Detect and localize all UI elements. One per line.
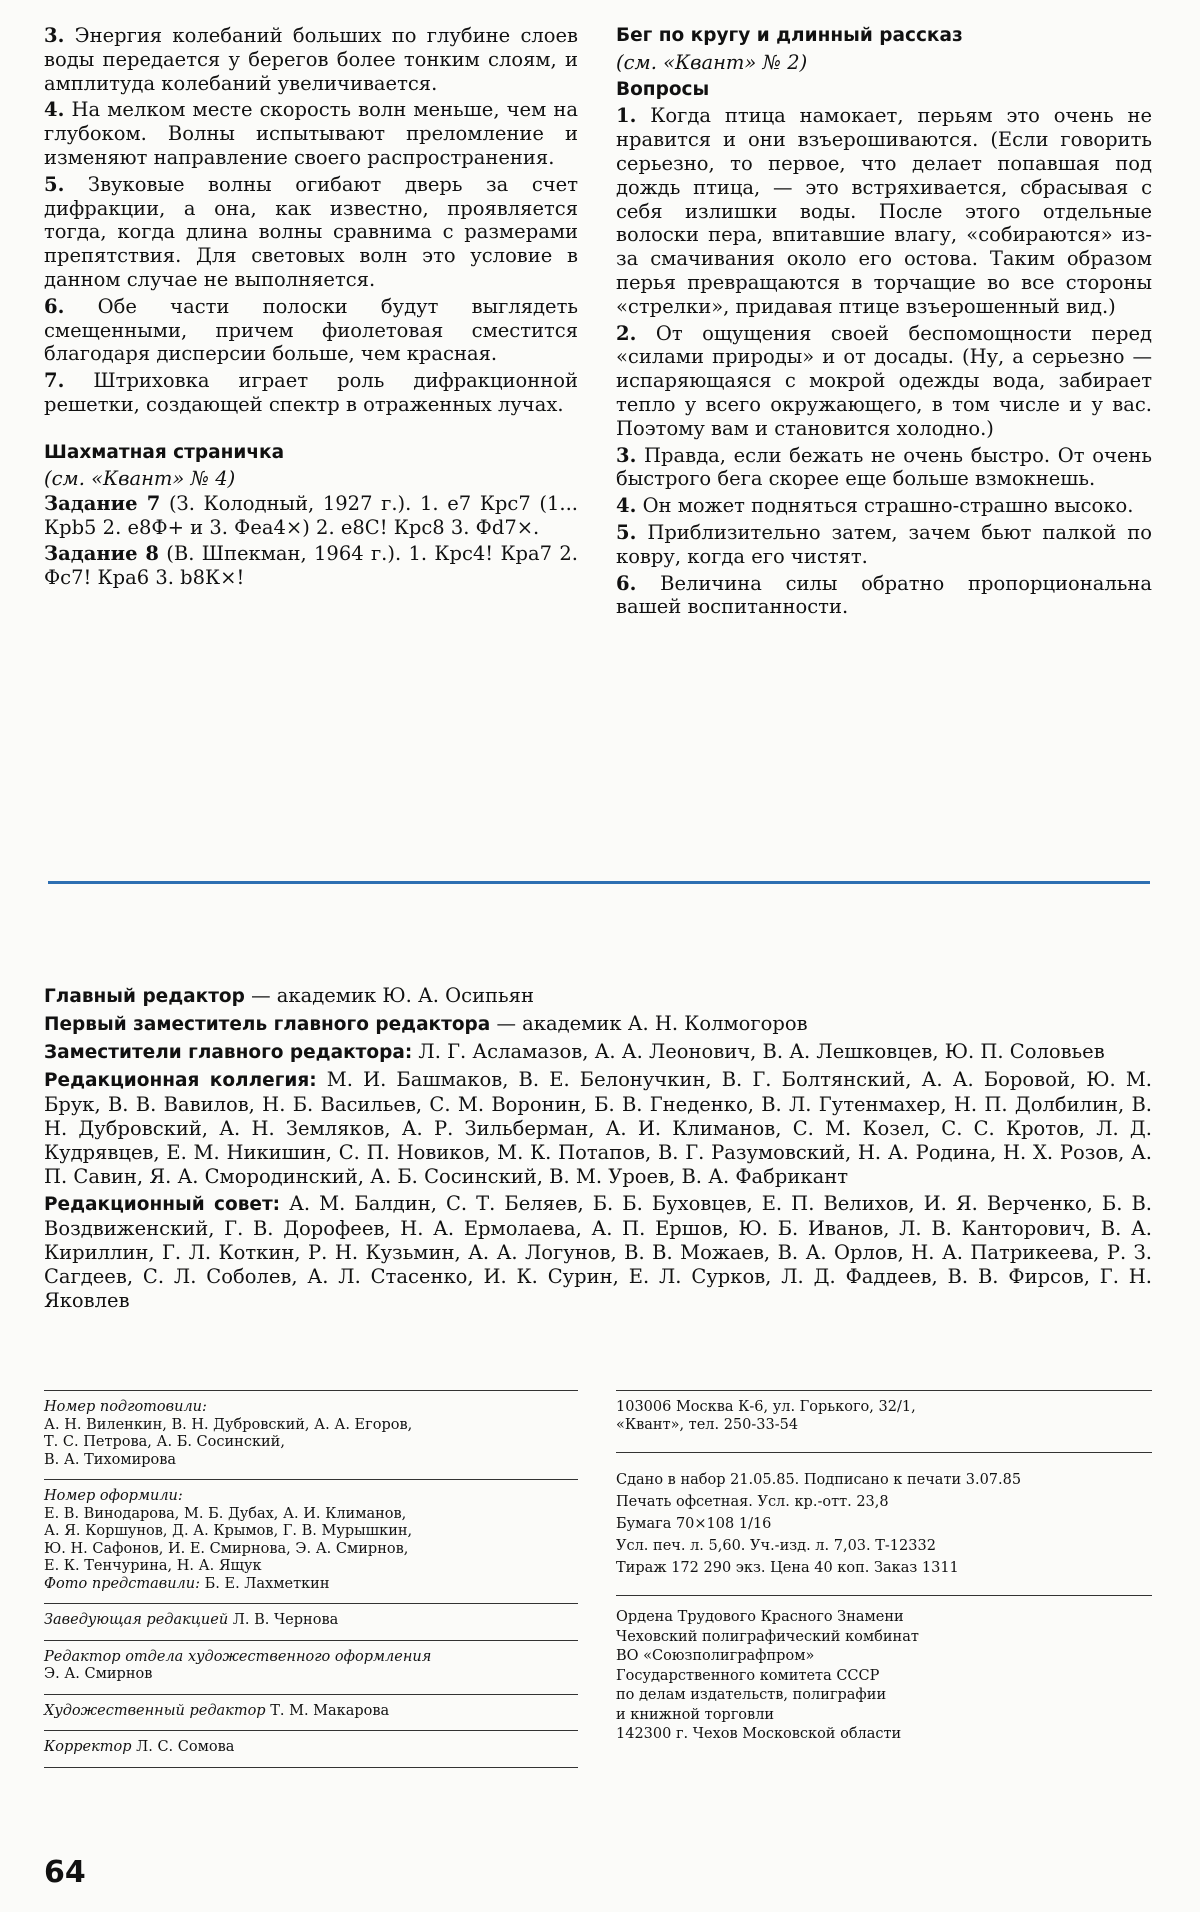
first-deputy: Первый заместитель главного редактора — академик А. Н. Колмогоров <box>44 1012 808 1035</box>
article-source: (см. «Квант» № 2) <box>616 50 808 74</box>
answers-continued <box>44 24 578 417</box>
answer-item: 4. Он может подняться страшно-страшно высоко. <box>616 494 1134 518</box>
art-dept-editor: Редактор отдела художественного оформления Э. А. Смирнов <box>44 1640 578 1694</box>
chess-task-8: Задание 8 (В. Шпекман, 1964 г.). 1. Крс4! Кра7 2. Фс7! Кра6 3. b8К×! <box>44 541 578 589</box>
answer-item: 5. Звуковые волны огибают дверь за счет дифракции, а она, как известно, проявляется тогда, когда длина волны сравнима с размерами препятствия. Для световых волн это условие в данном случае не выполняется. <box>44 172 578 291</box>
answer-item: 6. Обе части полоски будут выглядеть смещенными, причем фиолетовая сместится благодаря дисперсии больше, чем красная. <box>44 294 579 366</box>
page-number: 64 <box>44 1855 86 1890</box>
section-divider <box>48 881 1150 884</box>
answer-item: 1. Когда птица намокает, перьям это очень не нравится и они взъерошиваются. (Если говорить серьезно, то первое, что делает попавшая под дождь птица, — это встряхивается, сбрасывая с себя излишки воды. После этого отдельные волоски пера, впитавшие влагу, «собираются» из-за смачивания около его остова. Таким образом перья превращаются в торчащие во все стороны «стрелки», придавая птице взъерошенный вид.) <box>616 104 1152 318</box>
answer-item: 6. Величина силы обратно пропорциональна вашей воспитанности. <box>616 571 1153 619</box>
left-column <box>44 24 578 592</box>
credits-right <box>616 1390 1152 1755</box>
chess-title: Шахматная страничка <box>44 441 285 463</box>
prepared-by: Номер подготовили: А. Н. Виленкин, В. Н. Дубровский, А. А. Егоров, Т. С. Петрова, А. Б. Сосинский, В. А. Тихомирова <box>44 1390 578 1479</box>
answer-item: 3. Энергия колебаний больших по глубине слоев воды передается у берегов более тонким слоям, и амплитуда колебаний увеличивается. <box>44 24 579 95</box>
answer-item: 3. Правда, если бежать не очень быстро. От очень быстрого бега скорее еще больше взмокнешь. <box>616 443 1152 491</box>
chess-task-7: Задание 7 (З. Колодный, 1927 г.). 1. е7 Крс7 (1... Крb5 2. е8Ф+ и 3. Феа4×) 2. е8С! Крс8 3. Фd7×. <box>44 492 578 540</box>
credits-left <box>44 1390 578 1768</box>
right-column <box>616 24 1152 622</box>
answer-item: 7. Штриховка играет роль дифракционной решетки, создающей спектр в отраженных лучах. <box>44 369 579 416</box>
address-block: 103006 Москва К-6, ул. Горького, 32/1, «Квант», тел. 250-33-54 <box>616 1390 1152 1452</box>
answer-item: 2. От ощущения своей беспомощности перед «силами природы» и от досады. (Ну, а серьезно — испаряющаяся с мокрой одежды вода, забирает тепло у всего окружающего, в том числе и у вас. Поэтому вам и становится холодно.) <box>616 321 1152 440</box>
chess-source: (см. «Квант» № 4) <box>44 466 236 490</box>
printer-info: Ордена Трудового Красного Знамени Чеховский полиграфический комбинат ВО «Союзполиграфпром» Государственного комитета СССР по делам издательств, полиграфии и книжной торговли 142300 г. Чехов Московской области <box>616 1595 1152 1755</box>
head-of-office: Заведующая редакцией Л. В. Чернова <box>44 1603 578 1640</box>
editorial-collegium: Редакционная коллегия: М. И. Башмаков, В. Е. Белонучкин, В. Г. Болтянский, А. А. Боровой, Ю. М. Брук, В. В. Вавилов, Н. Б. Васильев, С. М. Воронин, Б. В. Гнеденко, В. Л. Гутенмахер, Н. П. Долбилин, В. Н. Дубровский, А. Н. Земляков, А. Р. Зильберман, А. И. Климанов, С. М. Козел, С. С. Кротов, Л. Д. Кудрявцев, Е. М. Никишин, С. П. Новиков, М. К. Потапов, В. Г. Разумовский, Н. А. Родина, Н. Х. Розов, А. П. Савин, Я. А. Смородинский, А. Б. Сосинский, В. М. Уроев, В. А. Фабрикант <box>44 1068 1152 1188</box>
article-title: Бег по кругу и длинный рассказ <box>616 25 963 46</box>
answer-item: 4. На мелком месте скорость волн меньше, чем на глубоком. Волны испытывают преломление и изменяют направление своего распространения. <box>44 98 579 169</box>
corrector: Корректор Л. С. Сомова <box>44 1730 578 1768</box>
questions-heading: Вопросы <box>616 78 710 100</box>
editor-in-chief: Главный редактор — академик Ю. А. Осипьян <box>44 984 534 1007</box>
print-info: Сдано в набор 21.05.85. Подписано к печати 3.07.85 Печать офсетная. Усл. кр.-отт. 23,8 Бумага 70×108 1/16 Усл. печ. л. 5,60. Уч.-изд. л. 7,03. Т-12332 Тираж 172 290 экз. Цена 40 коп. Заказ 1311 <box>616 1452 1152 1595</box>
designed-by: Номер оформили: Е. В. Винодарова, М. Б. Дубах, А. И. Климанов, А. Я. Коршунов, Д. А. Крымов, Г. В. Мурышкин, Ю. Н. Сафонов, И. Е. Смирнова, Э. А. Смирнов, Е. К. Тенчурина, Н. А. Ящук Фото представили: Б. Е. Лахметкин <box>44 1479 578 1603</box>
editorial-council: Редакционный совет: А. М. Балдин, С. Т. Беляев, Б. Б. Буховцев, Е. П. Велихов, И. Я. Верченко, Б. В. Воздвиженский, Г. В. Дорофеев, Н. А. Ермолаева, А. П. Ершов, Ю. Б. Иванов, Л. В. Канторович, В. А. Кириллин, Г. Л. Коткин, Р. Н. Кузьмин, А. А. Логунов, В. В. Можаев, В. А. Орлов, Н. А. Патрикеева, Р. З. Сагдеев, С. Л. Соболев, А. Л. Стасенко, И. К. Сурин, Е. Л. Сурков, Л. Д. Фаддеев, В. В. Фирсов, Г. Н. Яковлев <box>44 1192 1152 1312</box>
chess-section <box>44 441 578 590</box>
editorial-board <box>44 984 1152 1316</box>
art-editor: Художественный редактор Т. М. Макарова <box>44 1694 578 1731</box>
deputies: Заместители главного редактора: Л. Г. Асламазов, А. А. Леонович, В. А. Лешковцев, Ю. П. Соловьев <box>44 1040 1105 1063</box>
answer-item: 5. Приблизительно затем, зачем бьют палкой по ковру, когда его чистят. <box>616 520 1152 568</box>
